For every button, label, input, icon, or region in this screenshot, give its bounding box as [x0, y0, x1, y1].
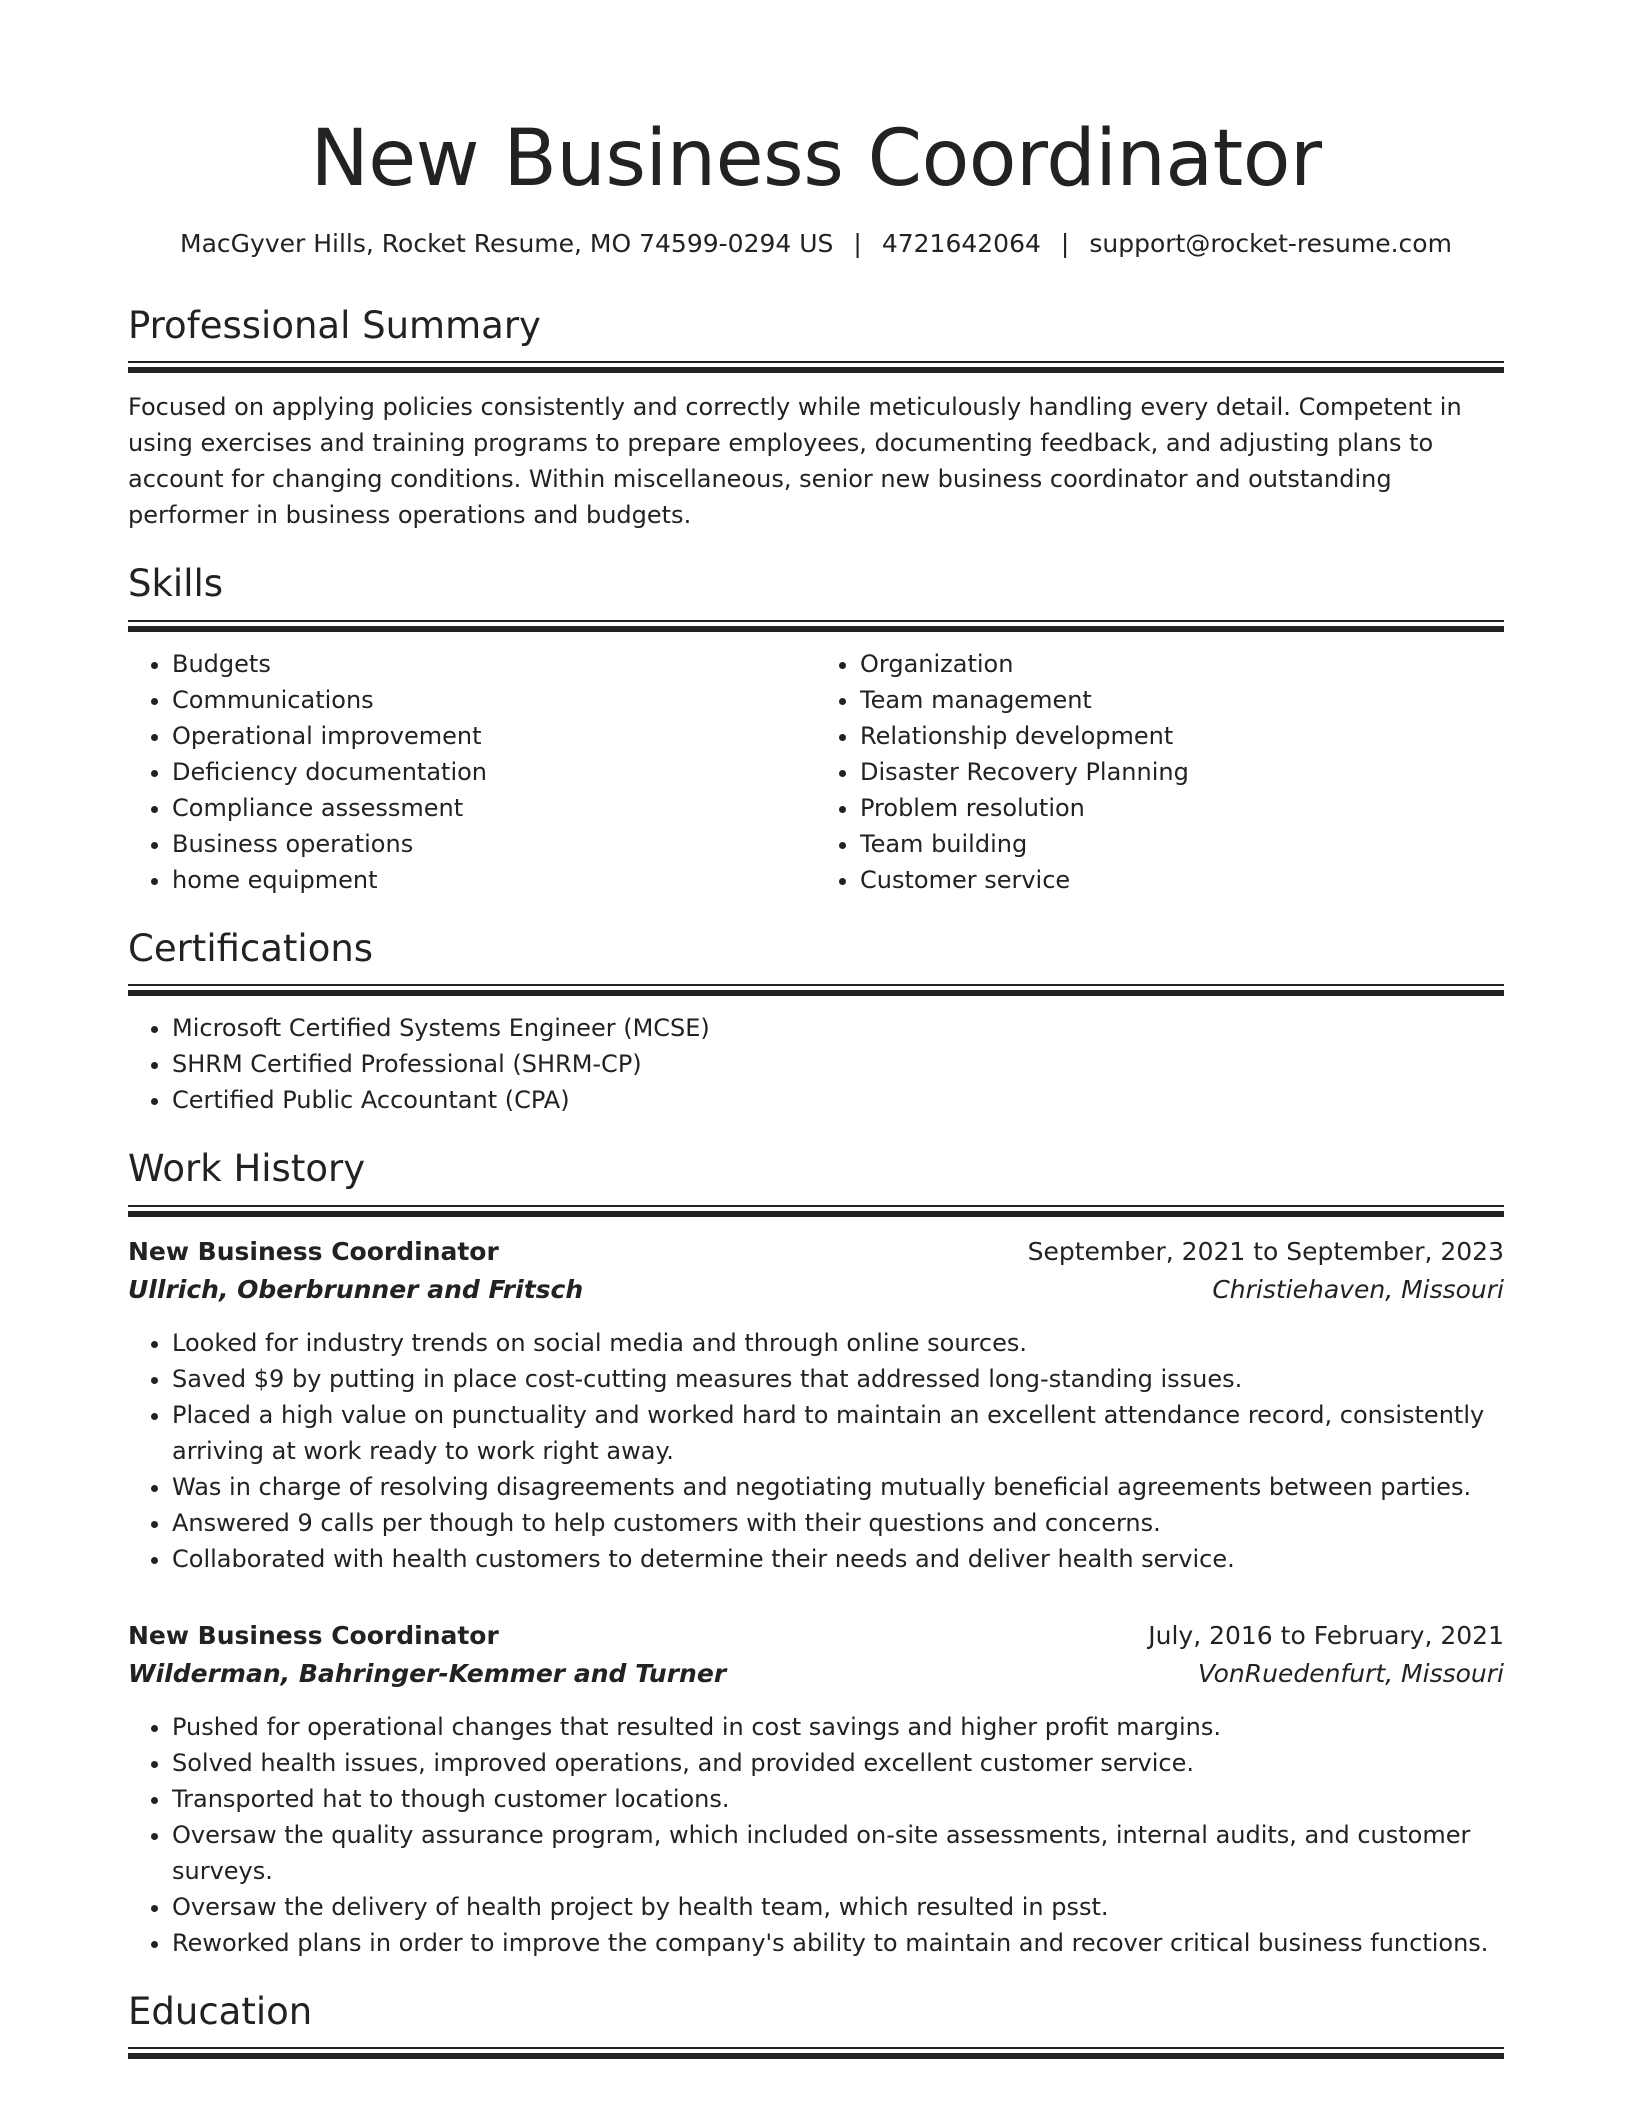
section-title-summary: Professional Summary — [128, 303, 541, 347]
job-bullet: • Transported hat to though customer locations. — [172, 1781, 1504, 1817]
job-bullet: • Collaborated with health customers to determine their needs and deliver health service. — [172, 1541, 1504, 1577]
skill-item: • Team building — [860, 826, 1504, 862]
job-title: New Business Coordinator — [128, 1620, 499, 1650]
section-divider — [128, 984, 1504, 996]
job-header-row — [128, 1617, 1504, 1655]
job-dates: September, 2021 to September, 2023 — [1027, 1236, 1504, 1266]
skill-item: • Customer service — [860, 862, 1504, 898]
skill-item: • Compliance assessment — [172, 790, 816, 826]
job-bullet: • Oversaw the delivery of health project by health team, which resulted in psst. — [172, 1889, 1504, 1925]
certification-item: • Microsoft Certified Systems Engineer (MCSE) — [172, 1010, 1504, 1046]
contact-separator: | — [853, 229, 862, 258]
job-bullet: • Reworked plans in order to improve the company's ability to maintain and recover critical business functions. — [172, 1925, 1504, 1961]
skills-section — [128, 563, 1504, 898]
section-title-skills: Skills — [128, 562, 224, 606]
section-divider — [128, 620, 1504, 632]
section-divider — [128, 361, 1504, 373]
skill-item: • Budgets — [172, 646, 816, 682]
certifications-section — [128, 928, 1504, 1119]
skills-grid — [128, 632, 1504, 898]
job-bullet: • Oversaw the quality assurance program, which included on-site assessments, internal audits, and customer surveys. — [172, 1817, 1504, 1889]
job-entry — [128, 1233, 1504, 1577]
section-divider — [128, 1205, 1504, 1217]
job-location: VonRuedenfurt, Missouri — [1197, 1658, 1504, 1688]
skill-item: • Disaster Recovery Planning — [860, 754, 1504, 790]
certification-item: • Certified Public Accountant (CPA) — [172, 1082, 1504, 1118]
certifications-list — [128, 1010, 1504, 1118]
skill-item: • Operational improvement — [172, 718, 816, 754]
skill-item: • Business operations — [172, 826, 816, 862]
job-entry — [128, 1617, 1504, 1961]
job-header-row — [128, 1233, 1504, 1271]
skill-item: • Organization — [860, 646, 1504, 682]
job-bullet: • Was in charge of resolving disagreements and negotiating mutually beneficial agreements between parties. — [172, 1469, 1504, 1505]
job-title: New Business Coordinator — [128, 1236, 499, 1266]
job-location: Christiehaven, Missouri — [1212, 1274, 1504, 1304]
job-dates: July, 2016 to February, 2021 — [1148, 1620, 1504, 1650]
work-history-section — [128, 1148, 1504, 1961]
skill-item: • Communications — [172, 682, 816, 718]
section-title-work-history: Work History — [128, 1147, 366, 1191]
job-bullet: • Solved health issues, improved operations, and provided excellent customer service. — [172, 1745, 1504, 1781]
skill-item: • Relationship development — [860, 718, 1504, 754]
job-bullet: • Answered 9 calls per though to help customers with their questions and concerns. — [172, 1505, 1504, 1541]
contact-separator: | — [1060, 229, 1070, 258]
skill-item: • Team management — [860, 682, 1504, 718]
job-company: Ullrich, Oberbrunner and Fritsch — [128, 1274, 584, 1304]
job-company: Wilderman, Bahringer-Kemmer and Turner — [128, 1658, 727, 1688]
summary-text: Focused on applying policies consistently and correctly while meticulously handling every detail. Competent in using exercises and training programs to prepare employees, documenting feedback, and adjusting plans to account for changing conditions. Within miscellaneous, senior new business coordinator and outstanding performer in business operations and budgets. — [128, 393, 1462, 530]
skill-item: • Deficiency documentation — [172, 754, 816, 790]
section-title-certifications: Certifications — [128, 926, 374, 970]
contact-phone: 4721642064 — [881, 229, 1041, 258]
resume-page — [128, 114, 1504, 2059]
job-company-row — [128, 1655, 1504, 1693]
education-section — [128, 1991, 1504, 2060]
job-bullets — [128, 1325, 1504, 1577]
job-bullet: • Looked for industry trends on social media and through online sources. — [172, 1325, 1504, 1361]
skills-list-left — [128, 646, 816, 898]
resume-name: New Business Coordinator — [310, 114, 1322, 204]
contact-address: MacGyver Hills, Rocket Resume, MO 74599-0294 US — [180, 229, 834, 258]
skill-item: • home equipment — [172, 862, 816, 898]
skills-list-right — [816, 646, 1504, 898]
skill-item: • Problem resolution — [860, 790, 1504, 826]
section-divider — [128, 2047, 1504, 2059]
section-title-education: Education — [128, 1989, 313, 2033]
job-bullet: • Pushed for operational changes that resulted in cost savings and higher profit margins. — [172, 1709, 1504, 1745]
contact-line — [128, 228, 1504, 261]
certification-item: • SHRM Certified Professional (SHRM-CP) — [172, 1046, 1504, 1082]
summary-section — [128, 305, 1504, 534]
job-bullets — [128, 1709, 1504, 1961]
job-company-row — [128, 1271, 1504, 1309]
job-bullet: • Placed a high value on punctuality and worked hard to maintain an excellent attendance record, consistently arriving at work ready to work right away. — [172, 1397, 1504, 1469]
contact-email[interactable]: support@rocket-resume.com — [1089, 229, 1452, 258]
job-bullet: • Saved $9 by putting in place cost-cutting measures that addressed long-standing issues. — [172, 1361, 1504, 1397]
